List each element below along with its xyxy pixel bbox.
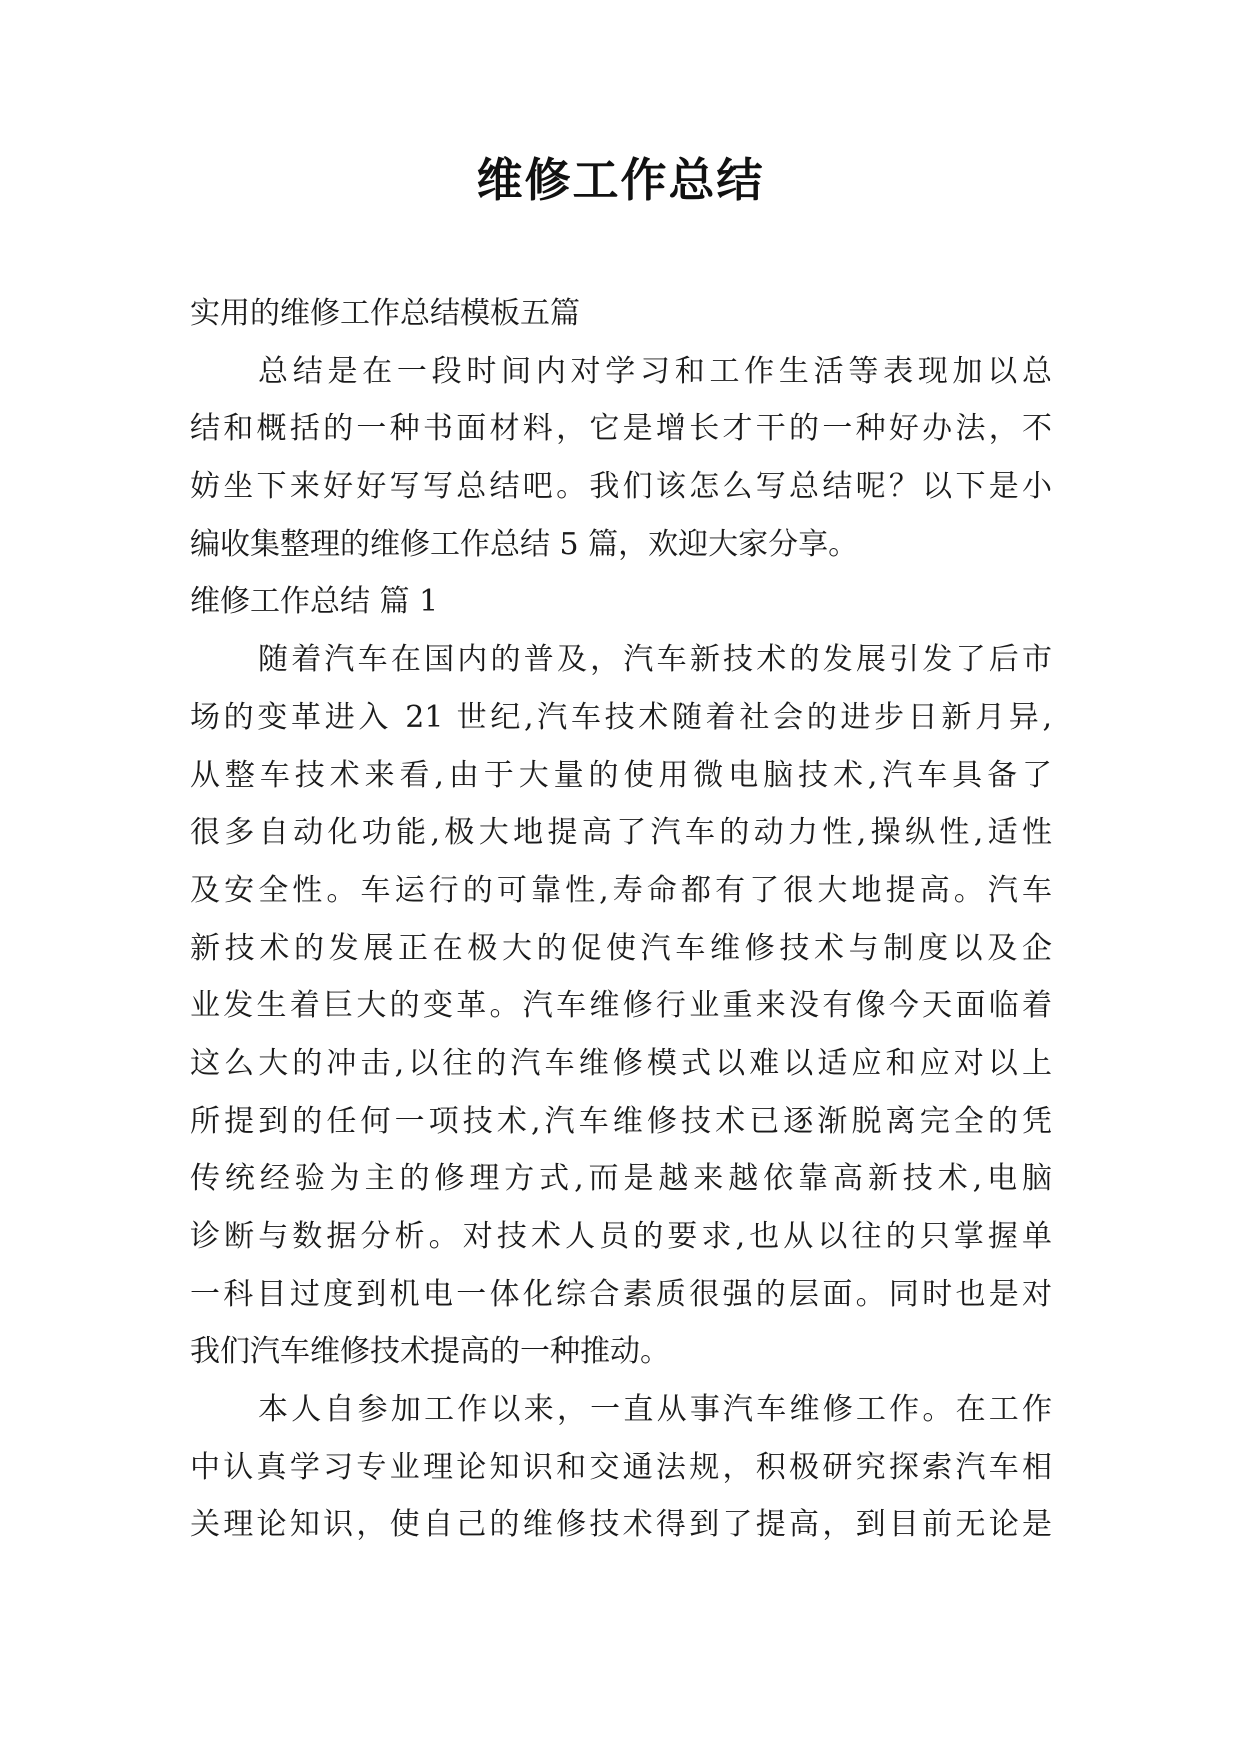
paragraph-line: 所提到的任何一项技术,汽车维修技术已逐渐脱离完全的凭 xyxy=(190,1103,1052,1139)
paragraph-line: 结和概括的一种书面材料，它是增长才干的一种好办法，不 xyxy=(190,411,1052,447)
paragraph-line: 及安全性。车运行的可靠性,寿命都有了很大地提高。汽车 xyxy=(190,872,1052,908)
paragraph-line: 本人自参加工作以来，一直从事汽车维修工作。在工作 xyxy=(258,1392,1052,1428)
paragraph-line: 场的变革进入 21 世纪,汽车技术随着社会的进步日新月异, xyxy=(190,699,1052,735)
paragraph-line: 很多自动化功能,极大地提高了汽车的动力性,操纵性,适性 xyxy=(190,815,1052,851)
paragraph-line: 从整车技术来看,由于大量的使用微电脑技术,汽车具备了 xyxy=(190,757,1052,793)
paragraph-line: 随着汽车在国内的普及，汽车新技术的发展引发了后市 xyxy=(258,642,1052,678)
paragraph-line: 妨坐下来好好写写总结吧。我们该怎么写总结呢？以下是小 xyxy=(190,469,1052,505)
paragraph-line: 总结是在一段时间内对学习和工作生活等表现加以总 xyxy=(258,353,1052,389)
paragraph-line: 编收集整理的维修工作总结 5 篇，欢迎大家分享。 xyxy=(190,526,859,562)
section-heading: 维修工作总结 篇 1 xyxy=(190,584,439,620)
paragraph-line: 一科目过度到机电一体化综合素质很强的层面。同时也是对 xyxy=(190,1276,1052,1312)
paragraph-line: 新技术的发展正在极大的促使汽车维修技术与制度以及企 xyxy=(190,930,1052,966)
paragraph-line: 业发生着巨大的变革。汽车维修行业重来没有像今天面临着 xyxy=(190,988,1052,1024)
paragraph-line: 诊断与数据分析。对技术人员的要求,也从以往的只掌握单 xyxy=(190,1219,1052,1254)
paragraph-line: 传统经验为主的修理方式,而是越来越依靠高新技术,电脑 xyxy=(190,1161,1052,1197)
paragraph-line: 这么大的冲击,以往的汽车维修模式以难以适应和应对以上 xyxy=(190,1045,1052,1081)
document-body xyxy=(190,285,1052,1554)
paragraph-line: 中认真学习专业理论知识和交通法规，积极研究探索汽车相 xyxy=(190,1449,1052,1485)
paragraph-line: 关理论知识，使自己的维修技术得到了提高，到目前无论是 xyxy=(190,1507,1052,1543)
document-title: 维修工作总结 xyxy=(476,153,765,207)
paragraph-line: 我们汽车维修技术提高的一种推动。 xyxy=(190,1334,670,1370)
subtitle-line: 实用的维修工作总结模板五篇 xyxy=(190,296,580,331)
